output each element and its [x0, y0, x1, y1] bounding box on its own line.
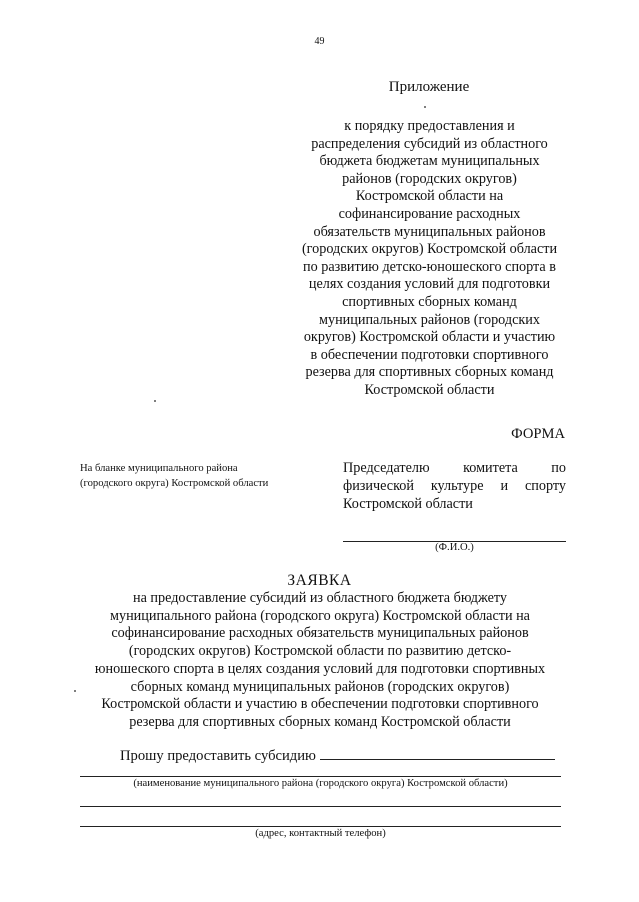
appendix-line: резерва для спортивных сборных команд — [305, 364, 554, 381]
appendix-line: в обеспечении подготовки спортивного — [310, 346, 549, 363]
appendix-line: районов (городских округов) — [342, 170, 517, 187]
address-line-1[interactable] — [80, 806, 561, 807]
request-subject-line: Костромской области и участию в обеспечении подготовки спортивного — [101, 696, 539, 713]
scan-speck — [154, 400, 156, 402]
address-caption: (адрес, контактный телефон) — [255, 828, 386, 839]
municipality-caption: (наименование муниципального района (городского округа) Костромской области) — [133, 778, 508, 789]
appendix-line: обязательств муниципальных районов — [313, 223, 546, 240]
appendix-line: (городских округов) Костромской области — [301, 241, 558, 258]
scan-speck — [424, 106, 426, 108]
appendix-line: распределения субсидий из областного — [311, 135, 548, 152]
request-subject-line: (городских округов) Костромской области по развитию детско- — [128, 643, 512, 660]
appendix-line: софинансирование расходных — [338, 205, 521, 222]
address-line-2[interactable] — [80, 826, 561, 827]
appendix-line: муниципальных районов (городских — [319, 311, 540, 328]
form-label: ФОРМА — [511, 426, 565, 442]
appendix-line: Костромской области — [364, 381, 495, 398]
appendix-line: бюджета бюджетам муниципальных — [319, 153, 540, 170]
request-title: ЗАЯВКА — [287, 572, 352, 589]
appendix-line: по развитию детско-юношеского спорта в — [303, 258, 556, 275]
addressee-line: Председателю комитета по — [343, 460, 566, 476]
municipality-name-line[interactable] — [80, 776, 561, 777]
request-subject-line: софинансирование расходных обязательств муниципальных районов — [111, 625, 529, 642]
appendix-title: Приложение — [388, 79, 470, 95]
appendix-line: к порядку предоставления и — [344, 118, 515, 134]
request-subject-line: на предоставление субсидий из областного бюджета бюджету — [132, 590, 507, 606]
subsidy-request-line — [120, 745, 555, 765]
request-subject-line: юношеского спорта в целях создания условий для подготовки спортивных — [94, 660, 546, 677]
addressee-line: физической культуре и спорту — [343, 477, 566, 494]
appendix-line: округов) Костромской области и участию — [303, 329, 556, 346]
subsidy-amount-field[interactable] — [320, 745, 555, 760]
appendix-line: спортивных сборных команд — [342, 293, 517, 310]
request-subject — [78, 590, 562, 732]
page-number: 49 — [314, 36, 325, 47]
request-subject-line: муниципального района (городского округа) Костромской области на — [110, 607, 530, 624]
addressee-line: Костромской области — [343, 495, 473, 512]
request-subject-line: резерва для спортивных сборных команд Костромской области — [129, 713, 511, 730]
appendix-line: целях создания условий для подготовки — [308, 276, 551, 293]
fio-caption: (Ф.И.О.) — [435, 542, 474, 553]
scan-speck — [74, 690, 76, 692]
addressee-block — [343, 460, 566, 513]
letterhead-note-line: На бланке муниципального района — [80, 463, 238, 474]
letterhead-note-line: (городского округа) Костромской области — [80, 478, 269, 489]
subsidy-request-text: Прошу предоставить субсидию — [120, 748, 316, 764]
request-subject-line: сборных команд муниципальных районов (городских округов) — [130, 678, 510, 695]
appendix-reference — [288, 118, 571, 400]
appendix-line: Костромской области на — [355, 188, 504, 205]
letterhead-note — [80, 461, 310, 491]
